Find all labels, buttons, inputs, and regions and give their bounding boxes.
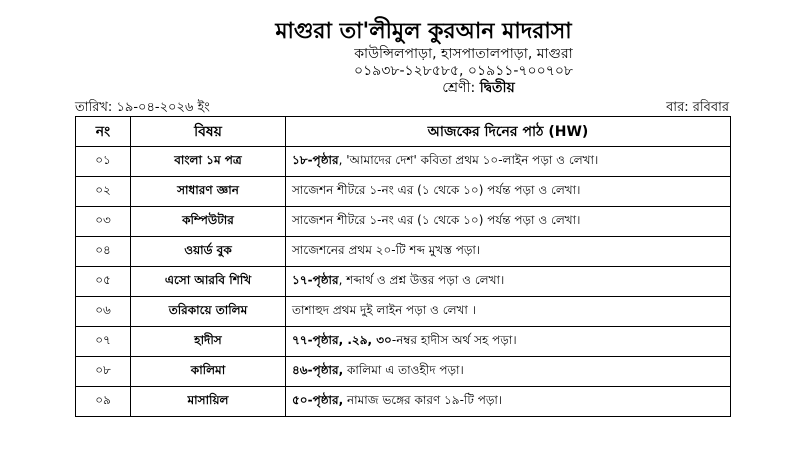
row-lesson bbox=[286, 297, 731, 327]
school-name: মাগুরা তা'লীমুল কুরআন মাদরাসা bbox=[275, 19, 572, 44]
lesson-text: সাজেশন শীটরে ১-নং এর (১ থেকে ১০) পর্যন্ত পড়া ও লেখা। bbox=[292, 182, 581, 197]
row-lesson bbox=[286, 357, 731, 387]
row-number: ০২ bbox=[76, 177, 131, 207]
class-line bbox=[150, 80, 807, 97]
lesson-text: -নম্বর হাদীস অর্থ সহ পড়া। bbox=[391, 332, 517, 347]
school-phone: ০১৯৩৮-১২৮৫৮৫, ০১৯১১-৭০০৭০৮ bbox=[353, 63, 574, 79]
lesson-text: , শব্দার্থ ও প্রশ্ন উত্তর পড়া ও লেখা। bbox=[338, 272, 505, 287]
lesson-text: , 'আমাদের দেশ' কবিতা প্রথম ১০-লাইন পড়া ও লেখা। bbox=[338, 152, 599, 167]
day-text: বার: রবিবার bbox=[666, 100, 729, 115]
lesson-text: সাজেশন শীটরে ১-নং এর (১ থেকে ১০) পর্যন্ত পড়া ও লেখা। bbox=[292, 212, 581, 227]
row-subject: সাধারণ জ্ঞান bbox=[131, 177, 286, 207]
lesson-text: সাজেশনের প্রথম ২০-টি শব্দ মুখস্ত পড়া। bbox=[292, 242, 481, 257]
lesson-page-ref: ৭৭-পৃষ্ঠার, .২৯, ৩০ bbox=[292, 332, 392, 347]
row-number: ০৯ bbox=[76, 387, 131, 417]
row-subject: কালিমা bbox=[131, 357, 286, 387]
row-number: ০৪ bbox=[76, 237, 131, 267]
class-value: দ্বিতীয় bbox=[479, 80, 515, 96]
lesson-page-ref: ১৮-পৃষ্ঠার bbox=[292, 152, 339, 167]
lesson-page-ref: ৫০-পৃষ্ঠার, bbox=[292, 392, 344, 407]
row-subject: ওয়ার্ড বুক bbox=[131, 237, 286, 267]
table-row bbox=[76, 387, 731, 417]
header-lesson: আজকের দিনের পাঠ (HW) bbox=[286, 117, 731, 147]
row-number: ০৮ bbox=[76, 357, 131, 387]
lesson-text: নামাজ ভঙ্গের কারণ ১৯-টি পড়া। bbox=[343, 392, 503, 407]
table-row bbox=[76, 357, 731, 387]
row-subject: হাদীস bbox=[131, 327, 286, 357]
table-header-row bbox=[76, 117, 731, 147]
row-number: ০৬ bbox=[76, 297, 131, 327]
homework-table bbox=[75, 116, 731, 417]
row-lesson bbox=[286, 177, 731, 207]
row-lesson bbox=[286, 207, 731, 237]
row-number: ০৭ bbox=[76, 327, 131, 357]
row-subject: কম্পিউটার bbox=[131, 207, 286, 237]
lesson-text: তাশাহুদ প্রথম দুই লাইন পড়া ও লেখা । bbox=[292, 302, 476, 317]
school-address: কাউন্সিলপাড়া, হাসপাতালপাড়া, মাগুরা bbox=[354, 46, 573, 62]
row-subject: এসো আরবি শিখি bbox=[131, 267, 286, 297]
lesson-page-ref: ১৭-পৃষ্ঠার bbox=[292, 272, 339, 287]
row-subject: তরিকায়ে তালিম bbox=[131, 297, 286, 327]
table-row bbox=[76, 237, 731, 267]
lesson-text: কালিমা এ তাওহীদ পড়া। bbox=[343, 362, 464, 377]
table-row bbox=[76, 177, 731, 207]
row-number: ০১ bbox=[76, 147, 131, 177]
row-subject: মাসায়িল bbox=[131, 387, 286, 417]
row-number: ০৩ bbox=[76, 207, 131, 237]
row-lesson bbox=[286, 147, 731, 177]
class-label: শ্রেণী: bbox=[442, 80, 476, 96]
row-lesson bbox=[286, 387, 731, 417]
date-text: তারিখ: ১৯-০৪-২০২৬ ইং bbox=[75, 100, 210, 115]
row-number: ০৫ bbox=[76, 267, 131, 297]
row-subject: বাংলা ১ম পত্র bbox=[131, 147, 286, 177]
document-header bbox=[0, 18, 807, 97]
table-row bbox=[76, 207, 731, 237]
table-row bbox=[76, 327, 731, 357]
row-lesson bbox=[286, 267, 731, 297]
table-row bbox=[76, 267, 731, 297]
table-row bbox=[76, 297, 731, 327]
header-no: নং bbox=[76, 117, 131, 147]
row-lesson bbox=[286, 327, 731, 357]
table-row bbox=[76, 147, 731, 177]
row-lesson bbox=[286, 237, 731, 267]
header-subject: বিষয় bbox=[131, 117, 286, 147]
lesson-page-ref: ৪৬-পৃষ্ঠার, bbox=[292, 362, 344, 377]
